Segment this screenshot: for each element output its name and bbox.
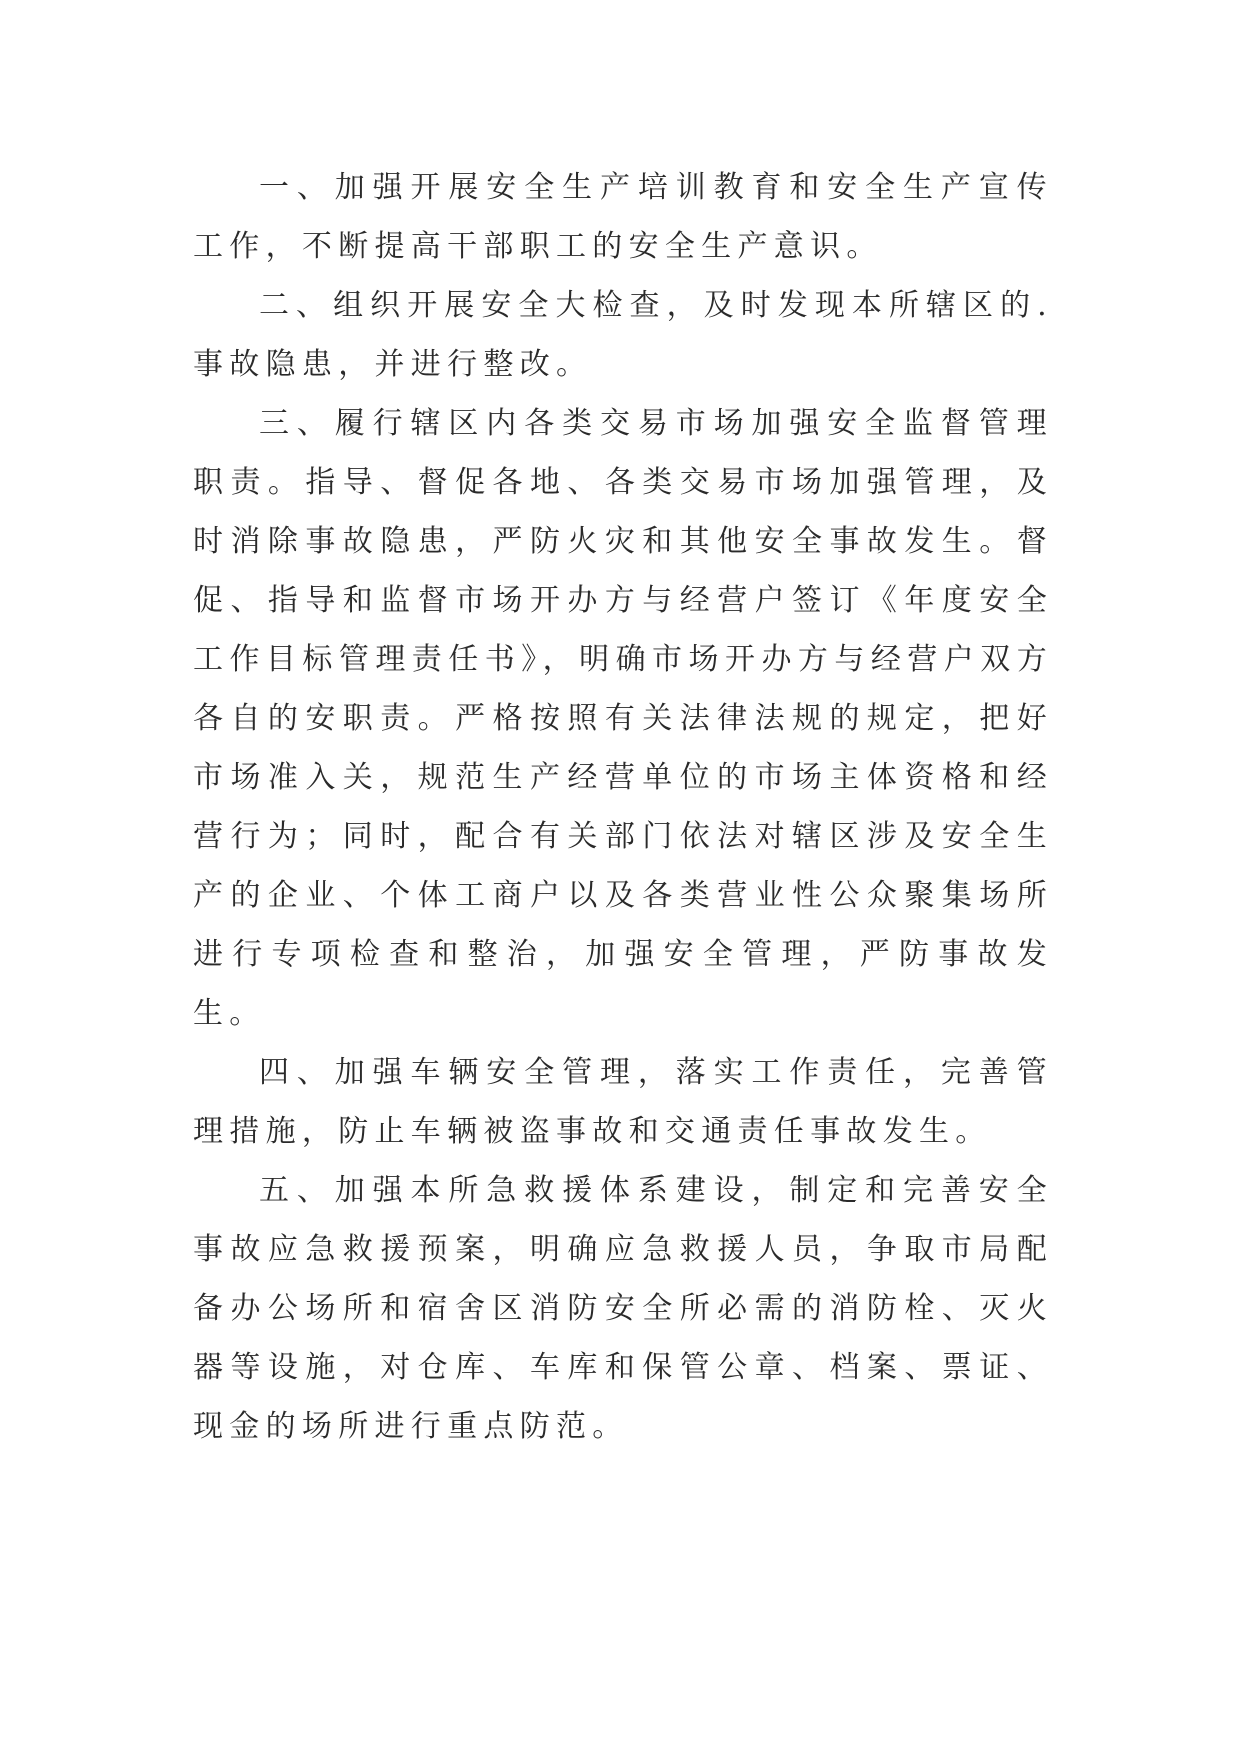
paragraph-5: 五、加强本所急救援体系建设，制定和完善安全事故应急救援预案，明确应急救援人员，争取市局配备办公场所和宿舍区消防安全所必需的消防栓、灭火器等设施，对仓库、车库和保管公章、档案、票证、现金的场所进行重点防范。 — [193, 1173, 1053, 1444]
paragraph-4: 四、加强车辆安全管理，落实工作责任，完善管理措施，防止车辆被盗事故和交通责任事故发生。 — [193, 1055, 1053, 1149]
paragraph-3: 三、履行辖区内各类交易市场加强安全监督管理职责。指导、督促各地、各类交易市场加强管理，及时消除事故隐患，严防火灾和其他安全事故发生。督促、指导和监督市场开办方与经营户签订《年度安全工作目标管理责任书》，明确市场开办方与经营户双方各自的安职责。严格按照有关法律法规的规定，把好市场准入关，规范生产经营单位的市场主体资格和经营行为；同时，配合有关部门依法对辖区涉及安全生产的企业、个体工商户以及各类营业性公众聚集场所进行专项检查和整治，加强安全管理，严防事故发生。 — [193, 406, 1053, 1031]
paragraph-1: 一、加强开展安全生产培训教育和安全生产宣传工作，不断提高干部职工的安全生产意识。 — [193, 170, 1053, 264]
document-body — [193, 158, 1053, 1456]
paragraph-2: 二、组织开展安全大检查，及时发现本所辖区的.事故隐患，并进行整改。 — [193, 288, 1053, 382]
